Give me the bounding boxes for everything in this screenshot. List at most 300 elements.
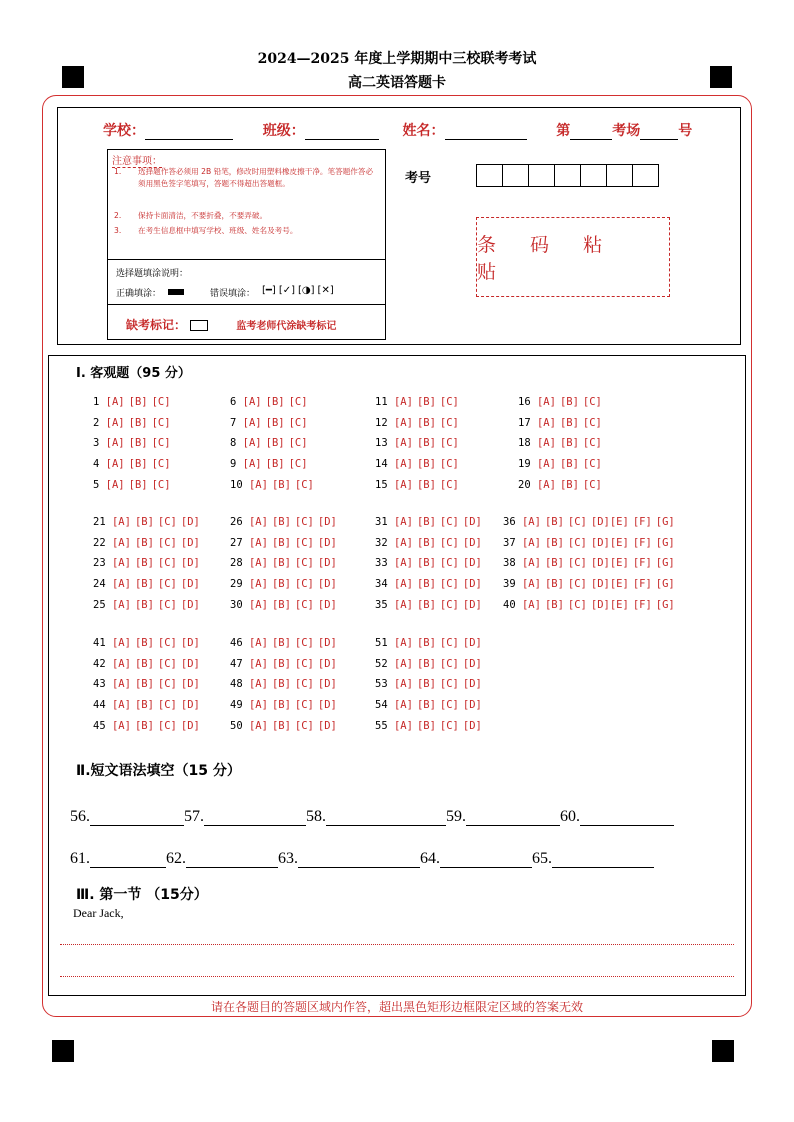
option-bubble[interactable]: [C]: [294, 557, 314, 570]
question-40: [503, 599, 679, 611]
option-bubble[interactable]: [B]: [559, 458, 579, 471]
option-bubble[interactable]: [B]: [559, 437, 579, 450]
option-bubble[interactable]: [B]: [416, 536, 436, 549]
option-bubble[interactable]: [C]: [439, 478, 459, 491]
option-bubble[interactable]: [A]: [393, 637, 413, 649]
question-50: [230, 720, 341, 732]
option-bubble[interactable]: [C]: [288, 396, 308, 408]
option-bubble[interactable]: [A]: [248, 516, 268, 528]
option-bubble[interactable]: [B]: [416, 416, 436, 429]
option-bubble[interactable]: [D]: [180, 536, 200, 549]
option-bubble[interactable]: [C]: [294, 478, 314, 491]
option-bubble[interactable]: [D]: [590, 557, 610, 570]
option-bubble[interactable]: [A]: [536, 458, 556, 471]
option-bubble[interactable]: [B]: [134, 637, 154, 649]
option-bubble[interactable]: [B]: [134, 516, 154, 528]
option-bubble[interactable]: [D]: [180, 678, 200, 691]
option-bubble[interactable]: [C]: [294, 536, 314, 549]
option-bubble[interactable]: [C]: [439, 699, 459, 712]
option-bubble[interactable]: [C]: [582, 437, 602, 450]
option-bubble[interactable]: [D]: [462, 678, 482, 691]
option-bubble[interactable]: [C]: [157, 536, 177, 549]
wrong-cross-icon: [✕]: [317, 285, 334, 296]
option-bubble[interactable]: [B]: [271, 719, 291, 732]
option-bubble[interactable]: [A]: [393, 598, 413, 611]
class-field[interactable]: [305, 126, 379, 140]
option-bubble[interactable]: [D]: [462, 578, 482, 591]
option-bubble[interactable]: [C]: [151, 458, 171, 471]
option-bubble[interactable]: [A]: [521, 536, 541, 549]
blank-64[interactable]: [440, 850, 532, 868]
option-bubble[interactable]: [D]: [462, 516, 482, 528]
option-bubble[interactable]: [C]: [157, 598, 177, 611]
question-number: 12: [375, 416, 394, 429]
option-bubble[interactable]: [C]: [439, 657, 459, 670]
option-bubble[interactable]: [G]: [655, 516, 675, 528]
option-bubble[interactable]: [B]: [134, 557, 154, 570]
notes-heading: 注意事项：: [112, 152, 162, 168]
question-51: [375, 637, 486, 649]
exam-number-cell[interactable]: [554, 164, 581, 187]
option-bubble[interactable]: [D]: [590, 516, 610, 528]
question-29: [230, 578, 341, 590]
option-bubble[interactable]: [B]: [134, 719, 154, 732]
question-10: [230, 479, 318, 491]
option-bubble[interactable]: [G]: [655, 578, 675, 591]
option-bubble[interactable]: [A]: [242, 458, 262, 471]
option-bubble[interactable]: [B]: [134, 657, 154, 670]
option-bubble[interactable]: [C]: [439, 719, 459, 732]
option-bubble[interactable]: [C]: [151, 478, 171, 491]
option-bubble[interactable]: [B]: [559, 478, 579, 491]
note-item-1: 1. 选择题作答必须用 2B 铅笔，修改时用塑料橡皮擦干净。笔答题作答必须用黑色签字笔填写，答题不得超出答题框。: [114, 167, 374, 188]
option-bubble[interactable]: [A]: [111, 678, 131, 691]
option-bubble[interactable]: [A]: [105, 437, 125, 450]
question-number: 5: [93, 478, 106, 491]
option-bubble[interactable]: [A]: [393, 657, 413, 670]
option-bubble[interactable]: [D]: [317, 536, 337, 549]
option-bubble[interactable]: [A]: [393, 699, 413, 712]
exam-number-cell[interactable]: [632, 164, 659, 187]
option-bubble[interactable]: [C]: [439, 396, 459, 408]
option-bubble[interactable]: [D]: [462, 657, 482, 670]
name-field[interactable]: [445, 126, 527, 140]
notes-divider-2: [108, 304, 385, 305]
option-bubble[interactable]: [D]: [180, 598, 200, 611]
option-bubble[interactable]: [B]: [271, 637, 291, 649]
option-bubble[interactable]: [C]: [294, 578, 314, 591]
option-bubble[interactable]: [A]: [393, 516, 413, 528]
question-30: [230, 599, 341, 611]
option-bubble[interactable]: [B]: [134, 578, 154, 591]
option-bubble[interactable]: [D]: [462, 557, 482, 570]
question-number: 31: [375, 516, 394, 528]
option-bubble[interactable]: [D]: [590, 598, 610, 611]
option-bubble[interactable]: [C]: [151, 437, 171, 450]
option-bubble[interactable]: [B]: [134, 536, 154, 549]
option-bubble[interactable]: [D]: [462, 637, 482, 649]
option-bubble[interactable]: [B]: [416, 516, 436, 528]
option-bubble[interactable]: [B]: [416, 598, 436, 611]
option-bubble[interactable]: [B]: [544, 516, 564, 528]
option-bubble[interactable]: [A]: [393, 678, 413, 691]
question-19: [518, 458, 606, 470]
option-bubble[interactable]: [B]: [271, 536, 291, 549]
option-bubble[interactable]: [C]: [582, 458, 602, 471]
exam-number-cell[interactable]: [528, 164, 555, 187]
option-bubble[interactable]: [F]: [632, 536, 652, 549]
option-bubble[interactable]: [B]: [128, 478, 148, 491]
question-number: 50: [230, 719, 249, 732]
question-number: 35: [375, 598, 394, 611]
option-bubble[interactable]: [C]: [151, 396, 171, 408]
option-bubble[interactable]: [A]: [248, 678, 268, 691]
option-bubble[interactable]: [A]: [536, 478, 556, 491]
option-bubble[interactable]: [C]: [294, 637, 314, 649]
option-bubble[interactable]: [A]: [248, 578, 268, 591]
seat-field[interactable]: [640, 126, 678, 140]
option-bubble[interactable]: [C]: [582, 416, 602, 429]
question-55: [375, 720, 486, 732]
option-bubble[interactable]: [B]: [128, 437, 148, 450]
option-bubble[interactable]: [C]: [439, 437, 459, 450]
blank-63[interactable]: [298, 850, 420, 868]
option-bubble[interactable]: [C]: [294, 657, 314, 670]
option-bubble[interactable]: [B]: [265, 416, 285, 429]
question-25: [93, 599, 204, 611]
option-bubble[interactable]: [A]: [111, 657, 131, 670]
option-bubble[interactable]: [C]: [439, 516, 459, 528]
option-bubble[interactable]: [A]: [536, 396, 556, 408]
option-bubble[interactable]: [D]: [180, 578, 200, 591]
blank-59[interactable]: [466, 808, 560, 826]
option-bubble[interactable]: [E]: [609, 598, 629, 611]
option-bubble[interactable]: [A]: [393, 578, 413, 591]
option-bubble[interactable]: [B]: [265, 458, 285, 471]
blank-57[interactable]: [204, 808, 306, 826]
question-39: [503, 578, 679, 590]
option-bubble[interactable]: [B]: [271, 578, 291, 591]
fill-instructions-heading: 选择题填涂说明：: [116, 269, 189, 279]
option-bubble[interactable]: [C]: [567, 536, 587, 549]
option-bubble[interactable]: [B]: [416, 637, 436, 649]
blank-61[interactable]: [90, 850, 166, 868]
option-bubble[interactable]: [B]: [416, 557, 436, 570]
option-bubble[interactable]: [D]: [317, 637, 337, 649]
option-bubble[interactable]: [A]: [393, 719, 413, 732]
option-bubble[interactable]: [D]: [317, 578, 337, 591]
room-field[interactable]: [570, 126, 612, 140]
option-bubble[interactable]: [A]: [111, 719, 131, 732]
option-bubble[interactable]: [C]: [288, 416, 308, 429]
option-bubble[interactable]: [C]: [439, 578, 459, 591]
option-bubble[interactable]: [B]: [271, 516, 291, 528]
section2-title: Ⅱ.短文语法填空（15 分）: [76, 763, 241, 779]
option-bubble[interactable]: [D]: [462, 699, 482, 712]
option-bubble[interactable]: [D]: [462, 536, 482, 549]
question-number: 43: [93, 678, 112, 691]
option-bubble[interactable]: [E]: [609, 557, 629, 570]
option-bubble[interactable]: [D]: [180, 557, 200, 570]
option-bubble[interactable]: [B]: [128, 396, 148, 408]
exam-subtitle: 高二英语答题卡: [348, 75, 446, 91]
option-bubble[interactable]: [G]: [655, 536, 675, 549]
option-bubble[interactable]: [D]: [462, 598, 482, 611]
question-15: [375, 479, 463, 491]
exam-number-grid[interactable]: [477, 164, 659, 187]
option-bubble[interactable]: [B]: [416, 478, 436, 491]
option-bubble[interactable]: [A]: [105, 416, 125, 429]
option-bubble[interactable]: [C]: [439, 637, 459, 649]
option-bubble[interactable]: [C]: [294, 699, 314, 712]
question-number: 14: [375, 458, 394, 471]
blank-58[interactable]: [326, 808, 446, 826]
blank-65[interactable]: [552, 850, 654, 868]
option-bubble[interactable]: [A]: [105, 478, 125, 491]
option-bubble[interactable]: [D]: [317, 598, 337, 611]
option-bubble[interactable]: [A]: [242, 396, 262, 408]
option-bubble[interactable]: [A]: [111, 598, 131, 611]
option-bubble[interactable]: [A]: [393, 396, 413, 408]
option-bubble[interactable]: [C]: [439, 678, 459, 691]
question-number: 36: [503, 516, 522, 528]
option-bubble[interactable]: [A]: [248, 699, 268, 712]
option-bubble[interactable]: [C]: [288, 458, 308, 471]
option-bubble[interactable]: [A]: [393, 478, 413, 491]
option-bubble[interactable]: [A]: [111, 516, 131, 528]
option-bubble[interactable]: [A]: [111, 637, 131, 649]
option-bubble[interactable]: [B]: [416, 578, 436, 591]
blank-60[interactable]: [580, 808, 674, 826]
question-44: [93, 699, 204, 711]
question-number: 24: [93, 578, 112, 591]
option-bubble[interactable]: [B]: [416, 719, 436, 732]
option-bubble[interactable]: [C]: [157, 557, 177, 570]
name-label: 姓名：: [402, 123, 445, 139]
question-9: [230, 458, 312, 470]
exam-number-cell[interactable]: [606, 164, 633, 187]
option-bubble[interactable]: [C]: [157, 719, 177, 732]
option-bubble[interactable]: [D]: [180, 516, 200, 528]
option-bubble[interactable]: [B]: [271, 478, 291, 491]
question-12: [375, 417, 463, 429]
corner-marker-bottom-right: [712, 1040, 734, 1062]
option-bubble[interactable]: [D]: [317, 657, 337, 670]
question-number: 1: [93, 396, 106, 408]
option-bubble[interactable]: [C]: [582, 396, 602, 408]
question-38: [503, 557, 679, 569]
option-bubble[interactable]: [F]: [632, 557, 652, 570]
option-bubble[interactable]: [C]: [157, 516, 177, 528]
question-21: [93, 516, 204, 528]
writing-line[interactable]: [60, 944, 734, 945]
option-bubble[interactable]: [D]: [180, 657, 200, 670]
question-number: 40: [503, 598, 522, 611]
option-bubble[interactable]: [C]: [567, 578, 587, 591]
option-bubble[interactable]: [A]: [111, 557, 131, 570]
option-bubble[interactable]: [B]: [128, 458, 148, 471]
option-bubble[interactable]: [B]: [134, 598, 154, 611]
option-bubble[interactable]: [A]: [521, 516, 541, 528]
option-bubble[interactable]: [B]: [271, 598, 291, 611]
option-bubble[interactable]: [C]: [294, 598, 314, 611]
option-bubble[interactable]: [B]: [265, 437, 285, 450]
option-bubble[interactable]: [E]: [609, 536, 629, 549]
option-bubble[interactable]: [B]: [544, 578, 564, 591]
option-bubble[interactable]: [B]: [265, 396, 285, 408]
exam-number-cell[interactable]: [580, 164, 607, 187]
absent-checkbox[interactable]: [190, 320, 208, 331]
question-number: 4: [93, 458, 106, 471]
option-bubble[interactable]: [B]: [544, 536, 564, 549]
option-bubble[interactable]: [B]: [416, 657, 436, 670]
question-43: [93, 678, 204, 690]
option-bubble[interactable]: [C]: [294, 678, 314, 691]
option-bubble[interactable]: [B]: [416, 437, 436, 450]
option-bubble[interactable]: [A]: [111, 536, 131, 549]
option-bubble[interactable]: [B]: [416, 699, 436, 712]
option-bubble[interactable]: [A]: [521, 578, 541, 591]
option-bubble[interactable]: [C]: [151, 416, 171, 429]
option-bubble[interactable]: [A]: [105, 458, 125, 471]
option-bubble[interactable]: [C]: [157, 678, 177, 691]
option-bubble[interactable]: [A]: [248, 637, 268, 649]
option-bubble[interactable]: [B]: [134, 699, 154, 712]
option-bubble[interactable]: [B]: [416, 678, 436, 691]
exam-title: 2024—2025 年度上学期期中三校联考考试: [257, 51, 537, 67]
option-bubble[interactable]: [A]: [248, 719, 268, 732]
option-bubble[interactable]: [C]: [567, 557, 587, 570]
option-bubble[interactable]: [C]: [157, 578, 177, 591]
option-bubble[interactable]: [A]: [248, 536, 268, 549]
option-bubble[interactable]: [C]: [582, 478, 602, 491]
option-bubble[interactable]: [B]: [271, 699, 291, 712]
notes-box: [107, 149, 386, 340]
question-number: 28: [230, 557, 249, 570]
option-bubble[interactable]: [C]: [157, 657, 177, 670]
option-bubble[interactable]: [E]: [609, 516, 629, 528]
option-bubble[interactable]: [A]: [393, 437, 413, 450]
option-bubble[interactable]: [C]: [294, 516, 314, 528]
option-bubble[interactable]: [D]: [317, 719, 337, 732]
option-bubble[interactable]: [C]: [294, 719, 314, 732]
option-bubble[interactable]: [B]: [559, 396, 579, 408]
option-bubble[interactable]: [B]: [559, 416, 579, 429]
writing-line[interactable]: [60, 976, 734, 977]
option-bubble[interactable]: [D]: [590, 536, 610, 549]
option-bubble[interactable]: [C]: [439, 458, 459, 471]
option-bubble[interactable]: [A]: [111, 699, 131, 712]
option-bubble[interactable]: [E]: [609, 578, 629, 591]
option-bubble[interactable]: [C]: [157, 699, 177, 712]
option-bubble[interactable]: [F]: [632, 578, 652, 591]
option-bubble[interactable]: [D]: [180, 699, 200, 712]
option-bubble[interactable]: [A]: [248, 598, 268, 611]
question-number: 13: [375, 437, 394, 450]
option-bubble[interactable]: [A]: [242, 416, 262, 429]
question-1: [93, 396, 175, 408]
blank-56[interactable]: [90, 808, 184, 826]
option-bubble[interactable]: [D]: [317, 699, 337, 712]
barcode-area: 条 码 粘 贴: [476, 217, 670, 297]
option-bubble[interactable]: [B]: [134, 678, 154, 691]
option-bubble[interactable]: [B]: [271, 657, 291, 670]
notes-divider: [108, 259, 385, 260]
question-2: [93, 417, 175, 429]
option-bubble[interactable]: [C]: [439, 557, 459, 570]
option-bubble[interactable]: [B]: [271, 557, 291, 570]
option-bubble[interactable]: [A]: [393, 536, 413, 549]
option-bubble[interactable]: [D]: [180, 719, 200, 732]
section3-title: Ⅲ. 第一节 （15分）: [76, 887, 208, 903]
option-bubble[interactable]: [B]: [544, 598, 564, 611]
option-bubble[interactable]: [C]: [439, 536, 459, 549]
blank-62[interactable]: [186, 850, 278, 868]
question-37: [503, 537, 679, 549]
question-number: 16: [518, 396, 537, 408]
option-bubble[interactable]: [B]: [544, 557, 564, 570]
blank-row-2: 61. 62. 63. 64. 65.: [70, 850, 654, 868]
option-bubble[interactable]: [D]: [462, 719, 482, 732]
option-bubble[interactable]: [D]: [317, 516, 337, 528]
option-bubble[interactable]: [B]: [416, 396, 436, 408]
option-bubble[interactable]: [A]: [111, 578, 131, 591]
option-bubble[interactable]: [A]: [393, 416, 413, 429]
option-bubble[interactable]: [C]: [439, 598, 459, 611]
option-bubble[interactable]: [C]: [567, 516, 587, 528]
option-bubble[interactable]: [D]: [180, 637, 200, 649]
question-24: [93, 578, 204, 590]
question-27: [230, 537, 341, 549]
option-bubble[interactable]: [A]: [105, 396, 125, 408]
option-bubble[interactable]: [A]: [536, 437, 556, 450]
option-bubble[interactable]: [G]: [655, 557, 675, 570]
question-31: [375, 516, 486, 528]
room-mid: 考场: [612, 123, 641, 139]
question-number: 34: [375, 578, 394, 591]
option-bubble[interactable]: [B]: [416, 458, 436, 471]
option-bubble[interactable]: [B]: [128, 416, 148, 429]
option-bubble[interactable]: [A]: [521, 557, 541, 570]
option-bubble[interactable]: [D]: [317, 557, 337, 570]
exam-number-cell[interactable]: [476, 164, 503, 187]
question-23: [93, 557, 204, 569]
option-bubble[interactable]: [C]: [567, 598, 587, 611]
school-field[interactable]: [145, 126, 233, 140]
option-bubble[interactable]: [A]: [393, 458, 413, 471]
option-bubble[interactable]: [C]: [439, 416, 459, 429]
question-49: [230, 699, 341, 711]
option-bubble[interactable]: [A]: [248, 557, 268, 570]
option-bubble[interactable]: [A]: [248, 478, 268, 491]
option-bubble[interactable]: [F]: [632, 598, 652, 611]
exam-number-cell[interactable]: [502, 164, 529, 187]
option-bubble[interactable]: [A]: [242, 437, 262, 450]
option-bubble[interactable]: [D]: [590, 578, 610, 591]
option-bubble[interactable]: [G]: [655, 598, 675, 611]
option-bubble[interactable]: [A]: [536, 416, 556, 429]
option-bubble[interactable]: [B]: [271, 678, 291, 691]
question-16: [518, 396, 606, 408]
option-bubble[interactable]: [C]: [288, 437, 308, 450]
option-bubble[interactable]: [F]: [632, 516, 652, 528]
option-bubble[interactable]: [C]: [157, 637, 177, 649]
option-bubble[interactable]: [D]: [317, 678, 337, 691]
option-bubble[interactable]: [A]: [248, 657, 268, 670]
option-bubble[interactable]: [A]: [521, 598, 541, 611]
option-bubble[interactable]: [A]: [393, 557, 413, 570]
question-32: [375, 537, 486, 549]
